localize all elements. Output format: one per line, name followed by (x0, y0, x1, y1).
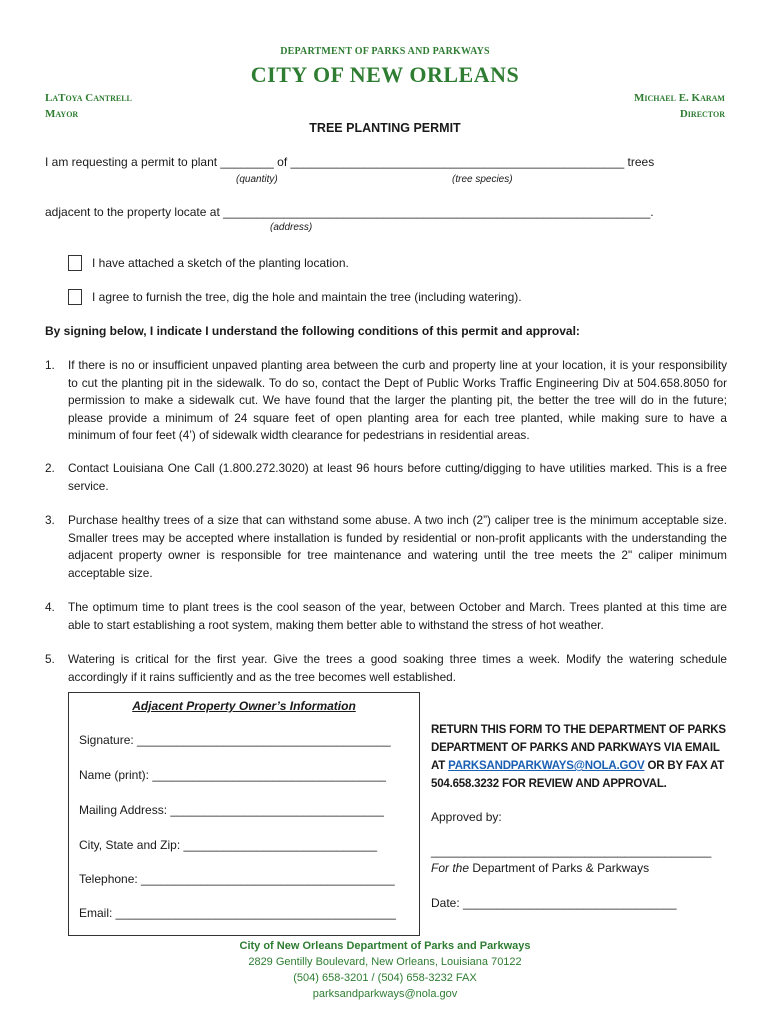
return-instructions (431, 721, 731, 793)
condition-text: If there is no or insufficient unpaved planting area between the curb and property line at your location, it is your responsibility to cut the planting pit in the sidewalk. To do so, contact the Dept of Public Works Traffic Engineering Div at 504.658.8050 for permission to make a sidewalk cut. We have found that the larger the planting pit, the better the tree will do in the future; please provide a minimum of 24 square feet of open planting area for each tree planted, while making sure to have a minimum of four feet (4’) of sidewalk width clearance for pedestrians in residential areas. (68, 358, 727, 442)
footer-address: 2829 Gentilly Boulevard, New Orleans, Louisiana 70122 (248, 956, 522, 968)
return-line-3 (431, 757, 731, 775)
condition-item (45, 460, 727, 495)
approved-by-label: Approved by: (431, 810, 502, 824)
approval-dept-label (431, 861, 649, 875)
condition-item (45, 512, 727, 582)
approval-signature-line[interactable]: __________________________________________ (431, 844, 712, 858)
condition-number: 2. (45, 461, 55, 475)
agree-checkbox[interactable] (68, 289, 82, 305)
return-line-1: RETURN THIS FORM TO THE DEPARTMENT OF PARKS (431, 724, 726, 736)
condition-number: 5. (45, 652, 55, 666)
for-the-italic: For the (431, 861, 470, 875)
city-state-zip-field[interactable]: City, State and Zip: _____________________________ (79, 838, 378, 852)
return-line-2: DEPARTMENT OF PARKS AND PARKWAYS VIA EMAIL (431, 742, 720, 754)
condition-text: Contact Louisiana One Call (1.800.272.3020) at least 96 hours before cutting/digging to have utilities marked. This is a free service. (68, 461, 727, 493)
owner-info-title: Adjacent Property Owner’s Information (132, 699, 356, 713)
request-line[interactable]: I am requesting a permit to plant ________ of __________________________________________________ trees (45, 155, 655, 169)
condition-item (45, 357, 727, 445)
footer (0, 938, 770, 1002)
name-field[interactable]: Name (print): ___________________________________ (79, 768, 386, 782)
return-line-4: 504.658.3232 FOR REVIEW AND APPROVAL. (431, 778, 667, 790)
footer-org: City of New Orleans Department of Parks and Parkways (239, 940, 531, 952)
condition-number: 4. (45, 600, 55, 614)
approval-date-field[interactable]: Date: ________________________________ (431, 896, 677, 910)
footer-email[interactable]: parksandparkways@nola.gov (312, 988, 458, 1000)
condition-number: 3. (45, 513, 55, 527)
mayor-name: LaToya Cantrell (45, 92, 132, 104)
address-line[interactable]: adjacent to the property locate at ________________________________________________________________. (45, 205, 654, 219)
director-name: Michael E. Karam (634, 92, 725, 104)
agree-checkbox-label: I agree to furnish the tree, dig the hole and maintain the tree (including watering). (92, 290, 522, 304)
director-block (634, 90, 725, 122)
sketch-checkbox[interactable] (68, 255, 82, 271)
mayor-title: Mayor (45, 108, 79, 120)
condition-text: The optimum time to plant trees is the cool season of the year, between October and March. Trees planted at this time are able to start establishing a root system, making them better able to withstand the stress of hot weather. (68, 600, 727, 632)
quantity-label: (quantity) (236, 174, 278, 185)
species-label: (tree species) (452, 174, 513, 185)
mayor-block (45, 90, 132, 122)
condition-item (45, 651, 727, 686)
condition-item (45, 599, 727, 634)
condition-text: Purchase healthy trees of a size that can withstand some abuse. A two inch (2”) caliper tree is the minimum acceptable size. Smaller trees may be accepted where installation is funded by residential or non-profit applicants with the understanding the adjacent property owner is responsible for tree maintenance and watering until the tree meets the 2" caliper minimum acceptable size. (68, 513, 727, 580)
mailing-address-field[interactable]: Mailing Address: ________________________________ (79, 803, 384, 817)
sketch-checkbox-label: I have attached a sketch of the planting location. (92, 256, 349, 270)
return-at: AT (431, 760, 449, 772)
condition-number: 1. (45, 358, 55, 372)
footer-phone: (504) 658-3201 / (504) 658-3232 FAX (293, 972, 477, 984)
return-email-link[interactable]: PARKSANDPARKWAYS@NOLA.GOV (448, 760, 645, 772)
owner-info-box (68, 692, 420, 936)
telephone-field[interactable]: Telephone: ______________________________________ (79, 872, 395, 886)
department-heading: DEPARTMENT OF PARKS AND PARKWAYS (280, 46, 490, 57)
return-fax: OR BY FAX AT (644, 760, 725, 772)
form-title: TREE PLANTING PERMIT (309, 121, 461, 135)
dept-name: Department of Parks & Parkways (469, 861, 650, 875)
agree-checkbox-row[interactable] (68, 289, 522, 305)
signature-field[interactable]: Signature: ______________________________________ (79, 733, 391, 747)
email-field[interactable]: Email: __________________________________________ (79, 906, 396, 920)
address-label: (address) (270, 222, 313, 233)
sketch-checkbox-row[interactable] (68, 255, 349, 271)
city-heading: CITY OF NEW ORLEANS (250, 62, 520, 87)
condition-text: Watering is critical for the first year. Give the trees a good soaking three times a week. Modify the watering schedule accordingly if it rains sufficiently and as the tree becomes well established. (68, 652, 727, 684)
conditions-intro: By signing below, I indicate I understand the following conditions of this permit and approval: (45, 324, 580, 338)
director-title: Director (679, 108, 725, 120)
